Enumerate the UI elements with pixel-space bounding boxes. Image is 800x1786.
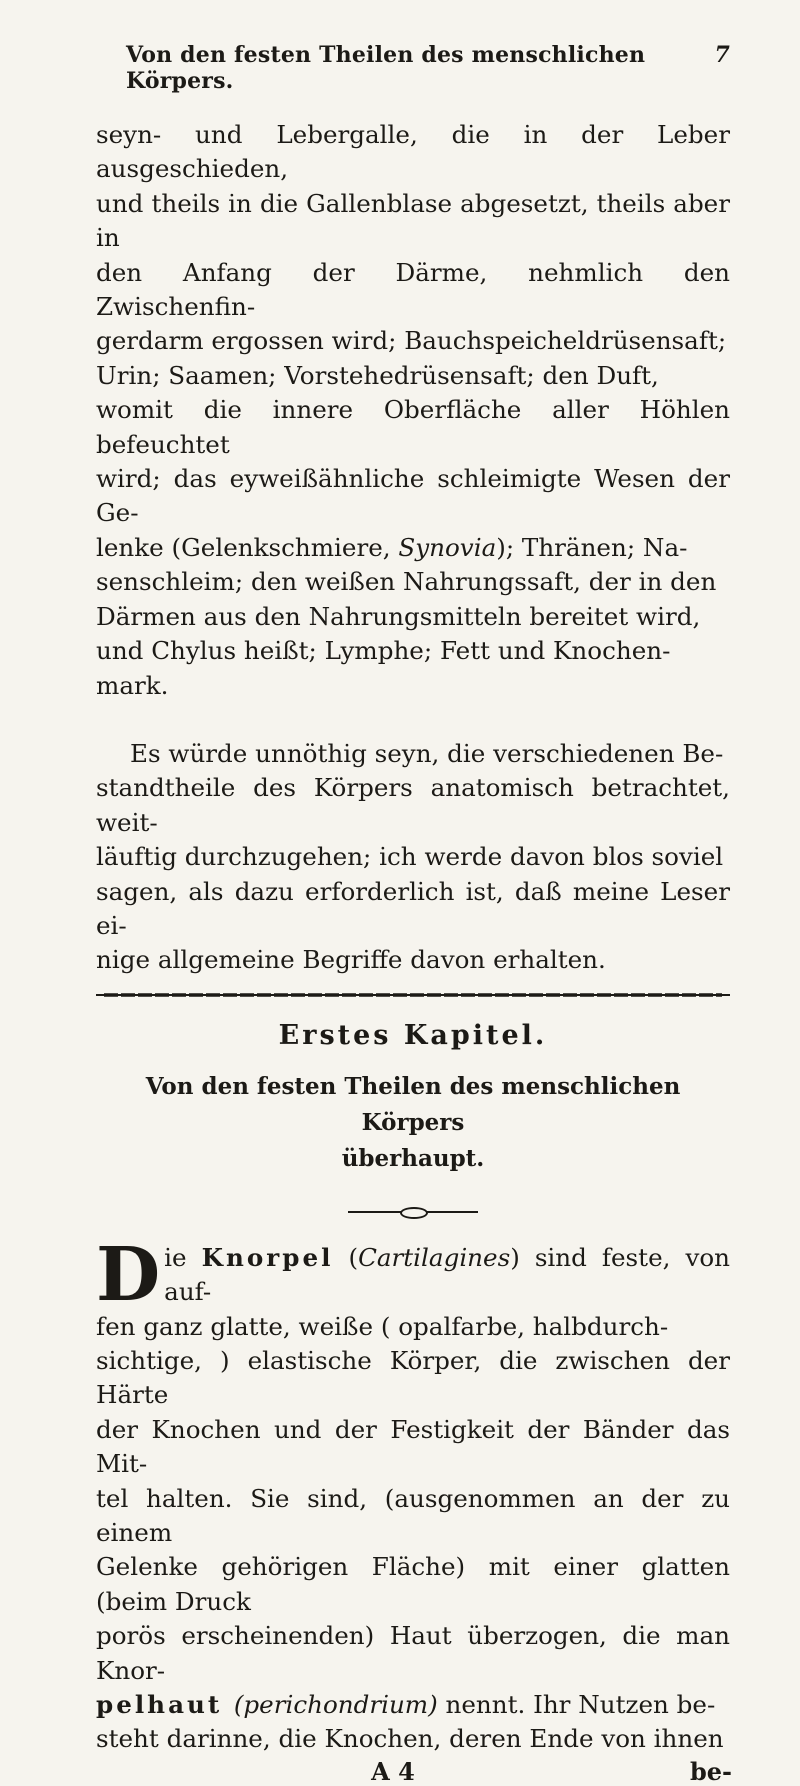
paragraph-3: [96, 1231, 730, 1757]
page-number: 7: [714, 42, 730, 68]
chapter-subtitle-line: Von den festen Theilen des menschlichen Körpers: [145, 1072, 681, 1136]
spacer: [96, 703, 730, 737]
signature-mark: A 4: [371, 1756, 415, 1786]
ornament-divider: [348, 1207, 478, 1217]
text-line: und theils in die Gallenblase abgesetzt, theils aber in: [96, 188, 730, 253]
text-span: lenke (Gelenkschmiere,: [96, 532, 399, 562]
text-span: ); Thränen; Na-: [496, 532, 688, 562]
page-footer: [96, 1756, 733, 1786]
spaced-term: Knorpel: [201, 1242, 334, 1272]
text-line: womit die innere Oberfläche aller Höhlen befeuchtet: [96, 395, 730, 459]
text-line: den Anfang der Därme, nehmlich den Zwischenfin-: [96, 257, 730, 322]
text-line: wird; das eyweißähnliche schleimigte Wesen der Ge-: [96, 464, 730, 528]
text-line: Es würde unnöthig seyn, die verschiedenen Be-: [130, 738, 724, 768]
text-line: [96, 531, 730, 565]
text-span: (: [333, 1242, 359, 1272]
text-line: standtheile des Körpers anatomisch betrachtet, weit-: [96, 773, 730, 837]
latin-term: (perichondrium): [233, 1690, 438, 1720]
text-line: sagen, als dazu erforderlich ist, daß meine Leser ei-: [96, 876, 730, 940]
text-span: ) sind feste, von auf-: [164, 1242, 730, 1307]
chapter-title: Erstes Kapitel.: [278, 1019, 548, 1051]
text-line: Därmen aus den Nahrungsmitteln bereitet wird,: [96, 601, 701, 631]
drop-cap: D: [96, 1231, 161, 1318]
text-line: seyn- und Lebergalle, die in der Leber ausgeschieden,: [96, 120, 730, 184]
text-line: [96, 1231, 730, 1318]
text-line: senschleim; den weißen Nahrungssaft, der in den: [96, 567, 717, 597]
chapter-subtitle-line: überhaupt.: [341, 1144, 485, 1172]
text-line: tel halten. Sie sind, (ausgenommen an der zu einem: [96, 1483, 730, 1547]
text-line: fen ganz glatte, weiße ( opalfarbe, halbdurch-: [96, 1311, 669, 1341]
spaced-term: pelhaut: [96, 1690, 234, 1720]
latin-term: Cartilagines: [358, 1242, 511, 1272]
text-line: [96, 1688, 730, 1722]
text-line: der Knochen und der Festigkeit der Bänder das Mit-: [96, 1414, 730, 1479]
paragraph-2: [96, 737, 730, 978]
text-line: porös erscheinenden) Haut überzogen, die man Knor-: [96, 1621, 730, 1685]
section-rule: [96, 992, 730, 998]
text-span: nennt. Ihr Nutzen be-: [437, 1690, 716, 1720]
text-line: sichtige, ) elastische Körper, die zwischen der Härte: [96, 1345, 730, 1410]
text-line: gerdarm ergossen wird; Bauchspeicheldrüsensaft;: [96, 326, 727, 356]
text-line: Urin; Saamen; Vorstehedrüsensaft; den Duft,: [96, 360, 659, 390]
text-line: nige allgemeine Begriffe davon erhalten.: [96, 945, 606, 975]
catchword: be-: [690, 1756, 733, 1786]
text-line: mark.: [96, 670, 169, 700]
text-line: steht darinne, die Knochen, deren Ende von ihnen: [96, 1724, 724, 1754]
text-span: ie: [164, 1242, 202, 1272]
paragraph-1: [96, 118, 730, 703]
latin-term: Synovia: [398, 532, 497, 562]
running-head: [96, 42, 730, 94]
chapter-subtitle: [96, 1069, 730, 1177]
text-line: Gelenke gehörigen Fläche) mit einer glatten (beim Druck: [96, 1552, 730, 1616]
text-line: und Chylus heißt; Lymphe; Fett und Knochen-: [96, 636, 671, 666]
running-title: Von den festen Theilen des menschlichen Körpers.: [126, 42, 646, 94]
text-line: läuftig durchzugehen; ich werde davon blos soviel: [96, 842, 724, 872]
